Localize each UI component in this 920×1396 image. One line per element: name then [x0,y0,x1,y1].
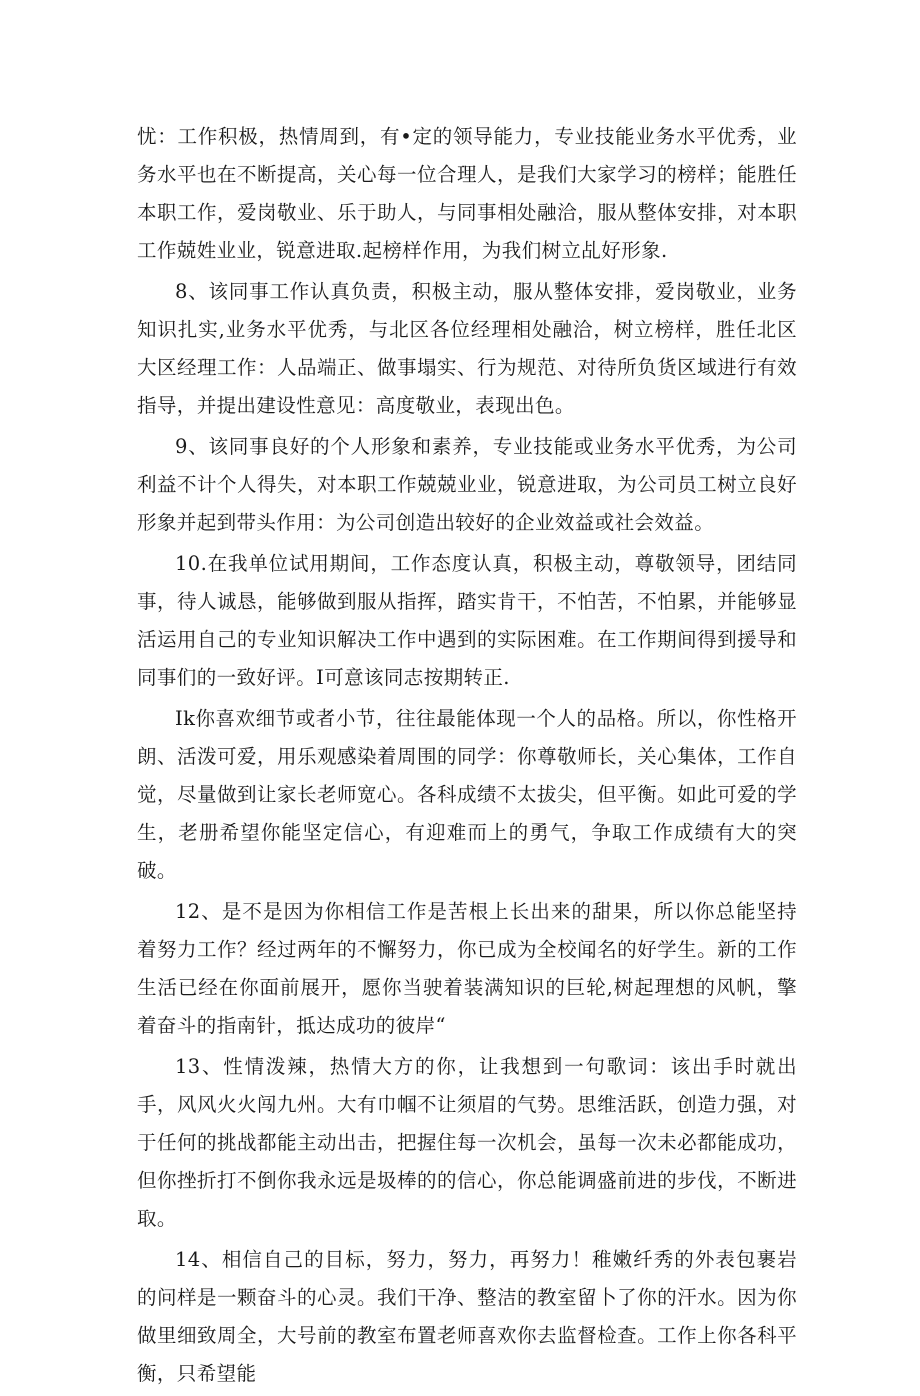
paragraph-10: 10.在我单位试用期间，工作态度认真，积极主动，尊敬领导，团结同事，待人诚恳，能够做到服从指挥，踏实肯干，不怕苦，不怕累，并能够显活运用自己的专业知识解决工作中遇到的实际困难。在工作期间得到援导和同事们的一致好评。I可意该同志按期转正. [137,552,797,689]
paragraph-11: Ik你喜欢细节或者小节，往往最能体现一个人的品格。所以，你性格开朗、活泼可爱，用乐观感染着周围的同学：你尊敬师长，关心集体，工作自觉，尽量做到让家长老师宽心。各科成绩不太拔尖，但平衡。如此可爱的学生，老册希望你能坚定信心，有迎难而上的勇气，争取工作成绩有大的突破。 [137,707,797,882]
paragraph-13: 13、性情泼辣，热情大方的你，让我想到一句歌词：该出手时就出手，风风火火闯九州。大有巾帼不让须眉的气势。思维活跃，创造力强，对于任何的挑战都能主动出击，把握住每一次机会，虽每一次未必都能成功，但你挫折打不倒你我永远是圾棒的的信心，你总能调盛前进的步伐，不断进取。 [137,1055,797,1230]
paragraph-14: 14、相信自己的目标，努力，努力，再努力！稚嫩纤秀的外表包裹岩的问样是一颗奋斗的心灵。我们干净、整洁的教室留卜了你的汗水。因为你做里细致周全，大号前的教室布置老师喜欢你去监督检查。工作上你各科平衡，只希望能 [137,1248,797,1385]
paragraph-12: 12、是不是因为你相信工作是苦根上长出来的甜果，所以你总能坚持着努力工作？经过两年的不懈努力，你已成为全校闻名的好学生。新的工作生活已经在你面前展开，愿你当驶着装满知识的巨轮,树起理想的风帆，擎着奋斗的指南针，抵达成功的彼岸“ [137,900,797,1037]
paragraph-9: 9、该同事良好的个人形象和素养，专业技能或业务水平优秀，为公司利益不计个人得失，对本职工作兢兢业业，锐意进取，为公司员工树立良好形象并起到带头作用：为公司创造出较好的企业效益或社会效益。 [137,435,797,534]
paragraph-8: 8、该同事工作认真负责，积极主动，服从整体安排，爱岗敬业，业务知识扎实,业务水平优秀，与北区各位经理相处融洽，树立榜样，胜任北区大区经理工作：人品端正、做事塌实、行为规范、对待所负货区域进行有效指导，并提出建设性意见：高度敬业，表现出色。 [137,280,797,417]
paragraph-continued: 忧：工作积极，热情周到，有•定的领导能力，专业技能业务水平优秀，业务水平也在不断提高，关心每一位合理人，是我们大家学习的榜样；能胜任本职工作，爱岗敬业、乐于助人，与同事相处融洽，服从整体安排，对本职工作兢姓业业，锐意进取.起榜样作用，为我们树立乩好形象. [137,125,797,262]
document-body [137,118,797,1396]
